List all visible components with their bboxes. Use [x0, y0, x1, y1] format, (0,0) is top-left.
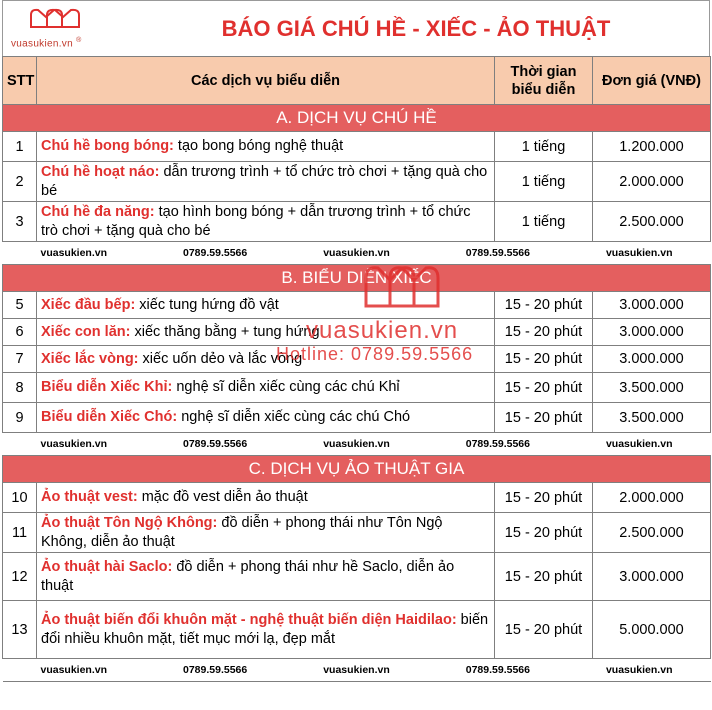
footer-contact-row	[3, 433, 711, 456]
duration: 1 tiếng	[495, 132, 593, 162]
service-cell	[37, 373, 495, 403]
brand-logo	[11, 7, 121, 51]
service-cell	[37, 553, 495, 601]
price: 3.000.000	[593, 553, 711, 601]
service-description: dẫn trương trình + tổ chức trò chơi + tặng quà cho bé	[41, 163, 488, 199]
service-cell	[37, 162, 495, 202]
footer-phone: 0789.59.5566	[465, 664, 530, 676]
section-header: B. BIỂU DIỄN XIẾC	[3, 265, 711, 292]
service-cell	[37, 319, 495, 346]
service-description: xiếc tung hứng đồ vật	[135, 296, 279, 313]
service-description: đồ diễn + phong thái như Tôn Ngộ Không, diễn ảo thuật	[41, 514, 443, 550]
row-number: 12	[3, 553, 37, 601]
section-header: A. DỊCH VỤ CHÚ HỀ	[3, 105, 711, 132]
footer-site: vuasukien.vn	[605, 247, 673, 259]
service-row	[3, 373, 711, 403]
footer-phone: 0789.59.5566	[465, 438, 530, 450]
price: 2.500.000	[593, 202, 711, 242]
duration: 15 - 20 phút	[495, 601, 593, 659]
section-header: C. DỊCH VỤ ẢO THUẬT GIA	[3, 456, 711, 483]
footer-site: vuasukien.vn	[323, 664, 390, 676]
footer-phone: 0789.59.5566	[183, 438, 248, 450]
footer-phone: 0789.59.5566	[183, 247, 248, 259]
duration: 15 - 20 phút	[495, 403, 593, 433]
footer-site: vuasukien.vn	[40, 247, 108, 259]
column-header: Đơn giá (VNĐ)	[593, 57, 711, 105]
logo-icon	[29, 7, 81, 33]
service-description: xiếc uốn dẻo và lắc vòng	[138, 350, 303, 367]
footer-contact-row	[3, 242, 711, 265]
service-name: Xiếc con lăn:	[41, 323, 131, 340]
footer-phone: 0789.59.5566	[465, 247, 530, 259]
price: 3.000.000	[593, 292, 711, 319]
service-description: nghệ sĩ diễn xiếc cùng các chú Chó	[177, 409, 411, 425]
price: 1.200.000	[593, 132, 711, 162]
service-name: Ảo thuật Tôn Ngộ Không:	[41, 514, 218, 531]
service-name: Chú hề đa năng:	[41, 203, 155, 220]
row-number: 10	[3, 483, 37, 513]
service-cell	[37, 403, 495, 433]
service-cell	[37, 483, 495, 513]
price: 3.000.000	[593, 319, 711, 346]
price: 2.500.000	[593, 513, 711, 553]
service-row	[3, 132, 711, 162]
price: 3.500.000	[593, 403, 711, 433]
column-header: Các dịch vụ biểu diễn	[37, 57, 495, 105]
row-number: 7	[3, 346, 37, 373]
duration: 15 - 20 phút	[495, 346, 593, 373]
service-name: Biểu diễn Xiếc Chó:	[41, 409, 178, 425]
row-number: 13	[3, 601, 37, 659]
price-table	[2, 56, 711, 682]
watermark-site: vuasukien.vn	[306, 317, 459, 344]
service-cell	[37, 513, 495, 553]
footer-site: vuasukien.vn	[323, 247, 390, 259]
service-description: tạo bong bóng nghệ thuật	[173, 138, 344, 154]
row-number: 9	[3, 403, 37, 433]
service-name: Xiếc đầu bếp:	[41, 296, 136, 313]
duration: 1 tiếng	[495, 162, 593, 202]
service-row	[3, 162, 711, 202]
service-description: đồ diễn + phong thái như hề Saclo, diễn ảo thuật	[41, 558, 455, 594]
service-cell	[37, 346, 495, 373]
service-row	[3, 292, 711, 319]
service-row	[3, 601, 711, 659]
column-header: Thời gian biểu diễn	[495, 57, 593, 105]
service-cell	[37, 292, 495, 319]
service-cell	[37, 202, 495, 242]
price: 3.500.000	[593, 373, 711, 403]
watermark-hotline: Hotline: 0789.59.5566	[276, 344, 474, 364]
sheet-header	[2, 0, 710, 57]
duration: 15 - 20 phút	[495, 373, 593, 403]
row-number: 8	[3, 373, 37, 403]
footer-site: vuasukien.vn	[40, 438, 108, 450]
service-name: Chú hề bong bóng:	[41, 138, 174, 154]
row-number: 6	[3, 319, 37, 346]
service-row	[3, 346, 711, 373]
service-cell	[37, 601, 495, 659]
footer-site: vuasukien.vn	[40, 664, 108, 676]
service-description: mặc đồ vest diễn ảo thuật	[137, 489, 308, 505]
footer-phone: 0789.59.5566	[183, 664, 248, 676]
service-row	[3, 202, 711, 242]
service-description: xiếc thăng bằng + tung hứng	[130, 323, 320, 340]
service-name: Ảo thuật vest:	[41, 489, 138, 505]
service-row	[3, 513, 711, 553]
price: 2.000.000	[593, 483, 711, 513]
header-row	[3, 57, 711, 105]
footer-site: vuasukien.vn	[605, 664, 673, 676]
service-cell	[37, 132, 495, 162]
row-number: 1	[3, 132, 37, 162]
price-sheet	[2, 0, 710, 710]
row-number: 2	[3, 162, 37, 202]
duration: 15 - 20 phút	[495, 319, 593, 346]
page-title: BÁO GIÁ CHÚ HỀ - XIẾC - ẢO THUẬT	[221, 16, 611, 41]
price: 2.000.000	[593, 162, 711, 202]
duration: 15 - 20 phút	[495, 483, 593, 513]
row-number: 3	[3, 202, 37, 242]
service-description: biến đổi nhiều khuôn mặt, tiết mục mới lạ, đẹp mắt	[41, 611, 489, 647]
service-description: nghệ sĩ diễn xiếc cùng các chú Khỉ	[172, 379, 400, 395]
column-header: STT	[3, 57, 37, 105]
service-row	[3, 319, 711, 346]
row-number: 11	[3, 513, 37, 553]
footer-contact-row	[3, 659, 711, 682]
duration: 1 tiếng	[495, 202, 593, 242]
price: 3.000.000	[593, 346, 711, 373]
service-row	[3, 553, 711, 601]
service-name: Biểu diễn Xiếc Khỉ:	[41, 379, 173, 395]
service-name: Ảo thuật biến đổi khuôn mặt - nghệ thuật biến diện Haidilao:	[41, 611, 457, 628]
duration: 15 - 20 phút	[495, 513, 593, 553]
duration: 15 - 20 phút	[495, 553, 593, 601]
price: 5.000.000	[593, 601, 711, 659]
duration: 15 - 20 phút	[495, 292, 593, 319]
service-row	[3, 403, 711, 433]
footer-site: vuasukien.vn	[323, 438, 390, 450]
row-number: 5	[3, 292, 37, 319]
service-name: Xiếc lắc vòng:	[41, 350, 139, 367]
logo-text: vuasukien.vn ®	[11, 37, 82, 50]
service-row	[3, 483, 711, 513]
service-name: Ảo thuật hài Saclo:	[41, 558, 173, 575]
service-description: tạo hình bong bóng + dẫn trương trình + tổ chức trò chơi + tặng quà cho bé	[41, 203, 471, 239]
footer-site: vuasukien.vn	[605, 438, 673, 450]
service-name: Chú hề hoạt náo:	[41, 163, 160, 180]
